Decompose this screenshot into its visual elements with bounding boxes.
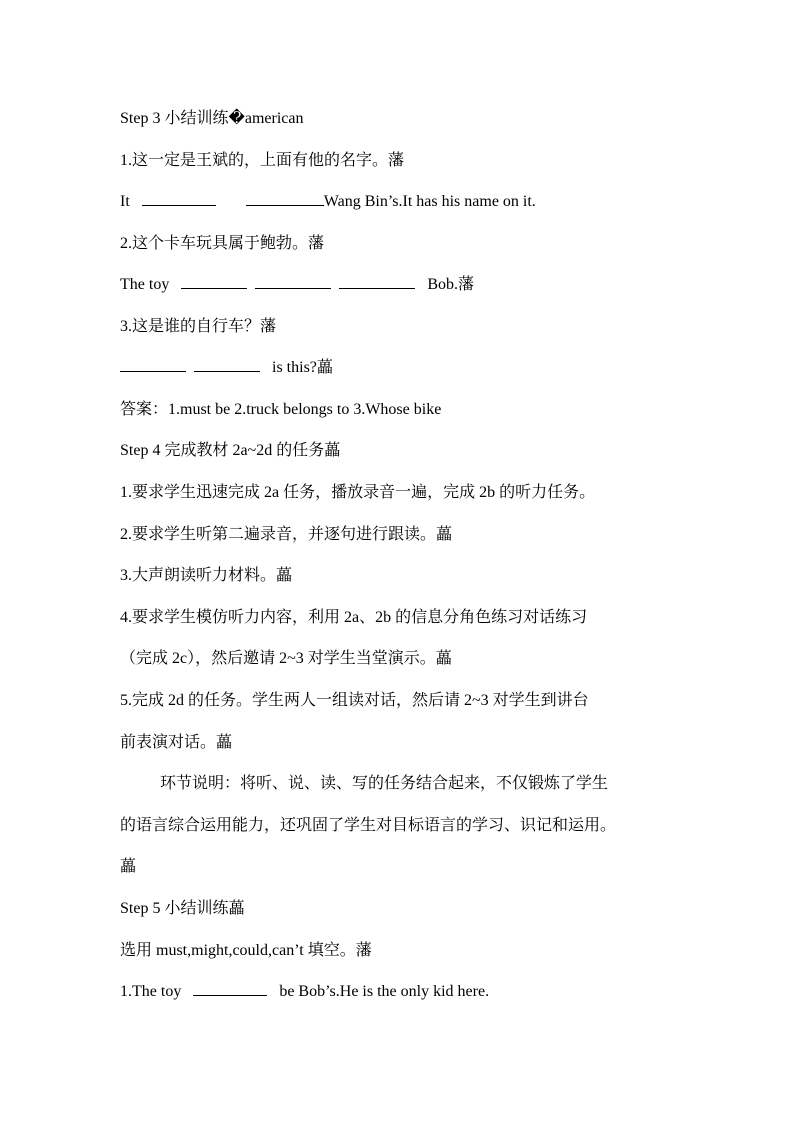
answer-blank[interactable]: [255, 274, 331, 289]
answer-blank[interactable]: [194, 357, 260, 372]
exercise-3-chinese: 3.这是谁的自行车？藩: [120, 318, 277, 335]
exercise-3-english: [120, 357, 680, 379]
step5-exercise-1: [120, 981, 680, 1003]
exercise-1-chinese: 1.这一定是王斌的，上面有他的名字。藩: [120, 152, 405, 169]
answer-blank[interactable]: [246, 191, 324, 206]
exercise-2-start: The toy: [120, 276, 170, 293]
answer-blank[interactable]: [142, 191, 216, 206]
step4-item-4-line-1: 4.要求学生模仿听力内容，利用 2a、2b 的信息分角色练习对话练习: [120, 609, 588, 626]
answer-key: 答案：1.must be 2.truck belongs to 3.Whose bike: [120, 401, 442, 418]
step4-item-2: 2.要求学生听第二遍录音，并逐句进行跟读。藟: [120, 526, 453, 543]
step5-heading: Step 5 小结训练藟: [120, 900, 245, 917]
step4-heading: Step 4 完成教材 2a~2d 的任务藟: [120, 442, 341, 459]
exercise-3-end: is this?藟: [272, 359, 333, 376]
exercise-2-end: Bob.藩: [427, 276, 475, 293]
answer-blank[interactable]: [193, 981, 267, 996]
step5-exercise-1-start: 1.The toy: [120, 983, 182, 1000]
step5-instruction: 选用 must,might,could,can’t 填空。藩: [120, 942, 372, 959]
exercise-1-start: It: [120, 193, 130, 210]
answer-blank[interactable]: [120, 357, 186, 372]
section-note-line-3: 藟: [120, 858, 137, 875]
step4-item-5-line-1: 5.完成 2d 的任务。学生两人一组读对话，然后请 2~3 对学生到讲台: [120, 692, 589, 709]
exercise-1-end: Wang Bin’s.It has his name on it.: [323, 193, 536, 210]
step3-heading: Step 3 小结训练�american: [120, 110, 304, 127]
step4-item-4-line-2: （完成 2c），然后邀请 2~3 对学生当堂演示。藟: [120, 650, 452, 667]
answer-blank[interactable]: [339, 274, 415, 289]
step4-item-5-line-2: 前表演对话。藟: [120, 734, 233, 751]
exercise-1-english: [120, 191, 680, 213]
step4-item-1: 1.要求学生迅速完成 2a 任务，播放录音一遍，完成 2b 的听力任务。: [120, 484, 596, 501]
answer-blank[interactable]: [181, 274, 247, 289]
exercise-2-english: [120, 274, 680, 296]
step5-exercise-1-end: be Bob’s.He is the only kid here.: [279, 983, 490, 1000]
exercise-2-chinese: 2.这个卡车玩具属于鲍勃。藩: [120, 235, 325, 252]
section-note-line-2: 的语言综合运用能力，还巩固了学生对目标语言的学习、识记和运用。: [120, 817, 617, 834]
step4-item-3: 3.大声朗读听力材料。藟: [120, 567, 293, 584]
section-note-line-1: 环节说明：将听、说、读、写的任务结合起来，不仅锻炼了学生: [160, 775, 609, 792]
